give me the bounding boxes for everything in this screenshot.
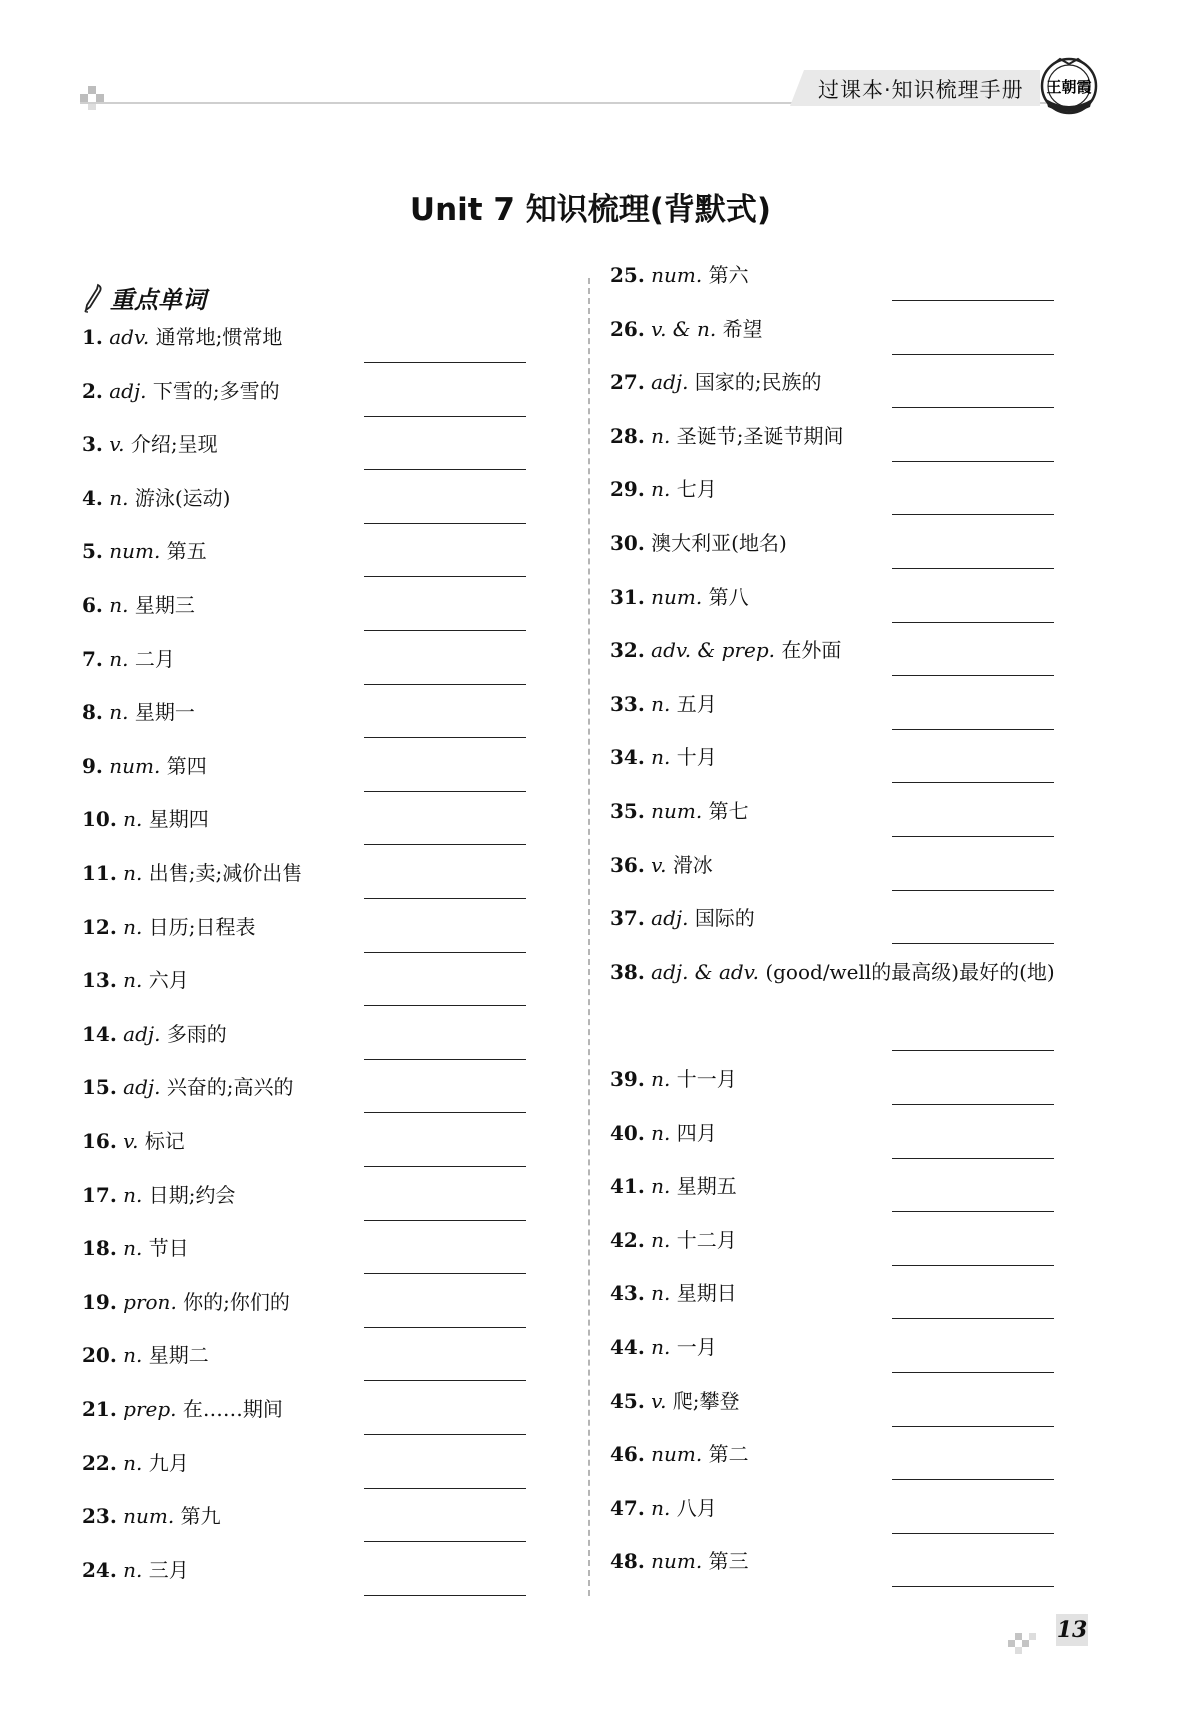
item-number: 38. xyxy=(610,959,645,984)
chinese-meaning: 第二 xyxy=(708,1442,749,1467)
chinese-meaning: 二月 xyxy=(134,646,175,671)
answer-blank[interactable] xyxy=(364,737,526,738)
vocab-item xyxy=(610,1064,737,1094)
answer-blank[interactable] xyxy=(892,568,1054,569)
answer-blank[interactable] xyxy=(364,1220,526,1221)
item-number: 42. xyxy=(610,1227,645,1252)
part-of-speech: num. xyxy=(651,799,703,823)
chinese-meaning: 星期三 xyxy=(134,593,195,617)
answer-blank[interactable] xyxy=(364,630,526,631)
answer-blank[interactable] xyxy=(364,1541,526,1542)
answer-blank[interactable] xyxy=(892,1426,1054,1427)
item-number: 10. xyxy=(82,807,117,832)
vocab-item xyxy=(610,850,713,880)
item-number: 40. xyxy=(610,1120,645,1145)
vocab-item xyxy=(82,644,175,674)
chinese-meaning: 下雪的;多雪的 xyxy=(152,378,280,403)
chinese-meaning: 滑冰 xyxy=(672,852,713,877)
answer-blank[interactable] xyxy=(892,1372,1054,1373)
answer-blank[interactable] xyxy=(364,952,526,953)
item-number: 5. xyxy=(82,539,103,564)
answer-blank[interactable] xyxy=(364,898,526,899)
part-of-speech: v. xyxy=(123,1129,139,1153)
chinese-meaning: 介绍;呈现 xyxy=(130,432,218,457)
part-of-speech: n. xyxy=(109,485,129,510)
part-of-speech: n. xyxy=(651,1067,671,1091)
item-number: 44. xyxy=(610,1335,645,1359)
part-of-speech: num. xyxy=(123,1504,175,1529)
vocab-item xyxy=(610,314,763,344)
answer-blank[interactable] xyxy=(364,362,526,363)
answer-blank[interactable] xyxy=(892,1104,1054,1105)
vocab-item xyxy=(82,1072,294,1102)
svg-text:王朝霞: 王朝霞 xyxy=(1046,78,1092,96)
part-of-speech: n. xyxy=(651,1495,671,1520)
answer-blank[interactable] xyxy=(892,1211,1054,1212)
chinese-meaning: 游泳(运动) xyxy=(134,485,231,510)
answer-blank[interactable] xyxy=(364,1434,526,1435)
vocab-item xyxy=(610,1278,737,1308)
item-number: 26. xyxy=(610,316,645,341)
item-number: 12. xyxy=(82,914,117,939)
item-number: 32. xyxy=(610,638,645,663)
part-of-speech: pron. xyxy=(123,1289,177,1314)
section-heading xyxy=(82,280,206,315)
part-of-speech: n. xyxy=(651,477,671,502)
item-number: 16. xyxy=(82,1129,117,1153)
item-number: 8. xyxy=(82,700,103,725)
item-number: 1. xyxy=(82,325,103,349)
item-number: 17. xyxy=(82,1182,117,1207)
part-of-speech: adj. xyxy=(123,1075,161,1100)
chinese-meaning: 一月 xyxy=(676,1335,717,1359)
vocab-item xyxy=(82,965,189,995)
chinese-meaning: 星期一 xyxy=(134,700,195,725)
item-number: 28. xyxy=(610,423,645,448)
chinese-meaning: 九月 xyxy=(148,1450,189,1475)
part-of-speech: adj. xyxy=(109,378,147,403)
chinese-meaning: 第五 xyxy=(166,539,207,564)
answer-blank[interactable] xyxy=(364,576,526,577)
vocab-item xyxy=(82,1555,189,1585)
vocab-item xyxy=(82,429,218,459)
chinese-meaning: 希望 xyxy=(722,316,763,341)
vocab-item xyxy=(82,751,207,781)
vocab-item xyxy=(610,742,717,772)
item-number: 19. xyxy=(82,1289,117,1314)
chinese-meaning: 八月 xyxy=(676,1495,717,1520)
answer-blank[interactable] xyxy=(364,523,526,524)
answer-blank[interactable] xyxy=(364,791,526,792)
answer-blank[interactable] xyxy=(892,1050,1054,1051)
part-of-speech: v. xyxy=(651,1388,667,1413)
vocab-item xyxy=(82,376,280,406)
answer-blank[interactable] xyxy=(892,622,1054,623)
answer-blank[interactable] xyxy=(364,1595,526,1596)
part-of-speech: n. xyxy=(109,700,129,725)
answer-blank[interactable] xyxy=(892,1586,1054,1587)
chinese-meaning: (good/well的最高级)最好的(地) xyxy=(765,959,1055,984)
vocab-item xyxy=(610,635,841,665)
item-number: 31. xyxy=(610,584,645,609)
chinese-meaning: 星期五 xyxy=(676,1174,737,1199)
item-number: 24. xyxy=(82,1557,117,1582)
item-number: 37. xyxy=(610,906,645,931)
item-number: 11. xyxy=(82,861,117,885)
part-of-speech: num. xyxy=(109,753,161,778)
item-number: 14. xyxy=(82,1021,117,1046)
chinese-meaning: 四月 xyxy=(676,1120,717,1145)
answer-blank[interactable] xyxy=(364,416,526,417)
chinese-meaning: 十月 xyxy=(676,745,717,770)
item-number: 9. xyxy=(82,753,103,778)
part-of-speech: num. xyxy=(651,584,703,609)
part-of-speech: n. xyxy=(651,1120,671,1145)
item-number: 20. xyxy=(82,1343,117,1368)
answer-blank[interactable] xyxy=(364,469,526,470)
chinese-meaning: 七月 xyxy=(676,477,717,502)
item-number: 7. xyxy=(82,646,103,671)
chinese-meaning: 第九 xyxy=(180,1504,221,1529)
part-of-speech: prep. xyxy=(123,1397,177,1421)
vocab-item xyxy=(82,1126,185,1156)
item-number: 2. xyxy=(82,378,103,403)
part-of-speech: adj. xyxy=(651,370,689,395)
part-of-speech: n. xyxy=(109,646,129,671)
answer-blank[interactable] xyxy=(364,1273,526,1274)
vocab-item xyxy=(82,1394,283,1424)
chinese-meaning: 第六 xyxy=(708,263,749,287)
pen-icon xyxy=(82,283,104,313)
item-number: 3. xyxy=(82,432,103,457)
item-number: 46. xyxy=(610,1442,645,1467)
vocab-item xyxy=(610,1118,717,1148)
page-title: Unit 7 知识梳理(背默式) xyxy=(409,192,772,228)
answer-blank[interactable] xyxy=(892,514,1054,515)
vocab-item xyxy=(610,957,1055,987)
vocab-item xyxy=(82,536,207,566)
part-of-speech: v. & n. xyxy=(651,316,717,341)
vocab-item xyxy=(610,582,749,612)
part-of-speech: n. xyxy=(651,423,671,448)
part-of-speech: n. xyxy=(651,1174,671,1199)
answer-blank[interactable] xyxy=(892,461,1054,462)
vocab-item xyxy=(82,1448,189,1478)
part-of-speech: n. xyxy=(123,914,143,939)
chinese-meaning: 标记 xyxy=(144,1129,185,1153)
answer-blank[interactable] xyxy=(892,1318,1054,1319)
answer-blank[interactable] xyxy=(364,1488,526,1489)
part-of-speech: n. xyxy=(651,691,671,716)
answer-blank[interactable] xyxy=(364,684,526,685)
part-of-speech: adj. xyxy=(651,906,689,931)
part-of-speech: n. xyxy=(123,968,143,993)
answer-blank[interactable] xyxy=(892,1479,1054,1480)
chinese-meaning: 第八 xyxy=(708,584,749,609)
vocab-item xyxy=(82,697,195,727)
answer-blank[interactable] xyxy=(892,1158,1054,1159)
item-number: 4. xyxy=(82,485,103,510)
chinese-meaning: 星期四 xyxy=(148,807,209,832)
answer-blank[interactable] xyxy=(892,675,1054,676)
item-number: 18. xyxy=(82,1236,117,1261)
chinese-meaning: 十一月 xyxy=(676,1067,737,1091)
chinese-meaning: 圣诞节;圣诞节期间 xyxy=(676,423,844,448)
vocab-item xyxy=(82,590,195,620)
chinese-meaning: 六月 xyxy=(148,968,189,993)
vocab-item xyxy=(82,322,282,352)
vocab-item xyxy=(610,528,787,558)
chinese-meaning: 兴奋的;高兴的 xyxy=(166,1075,294,1100)
vocab-item xyxy=(610,903,755,933)
section-label: 重点单词 xyxy=(110,286,206,314)
answer-blank[interactable] xyxy=(892,1265,1054,1266)
part-of-speech: adv. & prep. xyxy=(651,638,776,663)
answer-blank[interactable] xyxy=(364,1059,526,1060)
part-of-speech: n. xyxy=(109,593,129,617)
item-number: 21. xyxy=(82,1397,117,1421)
vocab-item xyxy=(610,1171,737,1201)
answer-blank[interactable] xyxy=(364,1005,526,1006)
item-number: 29. xyxy=(610,477,645,502)
answer-blank[interactable] xyxy=(892,890,1054,891)
chinese-meaning: 你的;你们的 xyxy=(183,1289,290,1314)
page-number: 13 xyxy=(1056,1614,1088,1646)
part-of-speech: n. xyxy=(123,861,143,885)
item-number: 6. xyxy=(82,593,103,617)
vocab-item xyxy=(610,1332,717,1362)
item-number: 30. xyxy=(610,531,645,555)
answer-blank[interactable] xyxy=(892,354,1054,355)
chinese-meaning: 通常地;惯常地 xyxy=(155,325,283,349)
part-of-speech: v. xyxy=(651,852,667,877)
chinese-meaning: 三月 xyxy=(148,1557,189,1582)
item-number: 25. xyxy=(610,263,645,287)
item-number: 13. xyxy=(82,968,117,993)
vocab-item xyxy=(82,483,230,513)
part-of-speech: adj. xyxy=(123,1021,161,1046)
vocab-item xyxy=(610,1225,737,1255)
chinese-meaning: 第七 xyxy=(708,799,749,823)
vocab-item xyxy=(82,1019,227,1049)
chinese-meaning: 星期二 xyxy=(148,1343,209,1368)
vocab-item xyxy=(82,1501,221,1531)
vocab-item xyxy=(82,1340,209,1370)
answer-blank[interactable] xyxy=(892,300,1054,301)
part-of-speech: num. xyxy=(651,1442,703,1467)
brand-logo-icon xyxy=(1038,55,1100,117)
part-of-speech: n. xyxy=(651,1281,671,1306)
part-of-speech: adv. xyxy=(109,325,150,349)
chinese-meaning: 国家的;民族的 xyxy=(694,370,822,395)
part-of-speech: n. xyxy=(651,1227,671,1252)
item-number: 27. xyxy=(610,370,645,395)
answer-blank[interactable] xyxy=(892,836,1054,837)
chinese-meaning: 星期日 xyxy=(676,1281,737,1306)
item-number: 43. xyxy=(610,1281,645,1306)
chinese-meaning: 五月 xyxy=(676,691,717,716)
part-of-speech: n. xyxy=(123,1182,143,1207)
part-of-speech: n. xyxy=(123,1450,143,1475)
item-number: 35. xyxy=(610,799,645,823)
part-of-speech: n. xyxy=(123,1343,143,1368)
item-number: 45. xyxy=(610,1388,645,1413)
part-of-speech: num. xyxy=(651,1549,703,1574)
chinese-meaning: 节日 xyxy=(148,1236,189,1261)
chinese-meaning: 第三 xyxy=(708,1549,749,1574)
part-of-speech: n. xyxy=(651,745,671,770)
item-number: 23. xyxy=(82,1504,117,1529)
vocab-item xyxy=(82,912,256,942)
part-of-speech: v. xyxy=(109,432,125,457)
item-number: 48. xyxy=(610,1549,645,1574)
vocab-item xyxy=(82,1287,290,1317)
item-number: 39. xyxy=(610,1067,645,1091)
item-number: 47. xyxy=(610,1495,645,1520)
part-of-speech: num. xyxy=(109,539,161,564)
vocab-item xyxy=(82,1180,236,1210)
chinese-meaning: 爬;攀登 xyxy=(672,1388,740,1413)
answer-blank[interactable] xyxy=(364,844,526,845)
part-of-speech: n. xyxy=(123,807,143,832)
vocab-item xyxy=(82,858,302,888)
chinese-meaning: 十二月 xyxy=(676,1227,737,1252)
chinese-meaning: 在……期间 xyxy=(182,1397,283,1421)
vocab-item xyxy=(610,367,822,397)
chinese-meaning: 澳大利亚(地名) xyxy=(651,531,787,555)
vocab-item xyxy=(610,1386,740,1416)
chinese-meaning: 多雨的 xyxy=(166,1021,227,1046)
answer-blank[interactable] xyxy=(892,782,1054,783)
chinese-meaning: 第四 xyxy=(166,753,207,778)
answer-blank[interactable] xyxy=(364,1380,526,1381)
answer-blank[interactable] xyxy=(892,1533,1054,1534)
part-of-speech: n. xyxy=(123,1557,143,1582)
vocab-item xyxy=(82,1233,189,1263)
answer-blank[interactable] xyxy=(892,407,1054,408)
column-divider xyxy=(588,278,590,1596)
answer-blank[interactable] xyxy=(364,1327,526,1328)
vocab-item xyxy=(610,474,717,504)
vocab-item xyxy=(82,804,209,834)
item-number: 22. xyxy=(82,1450,117,1475)
header-title: 过课本·知识梳理手册 xyxy=(818,78,1024,102)
answer-blank[interactable] xyxy=(364,1112,526,1113)
chinese-meaning: 国际的 xyxy=(694,906,755,931)
item-number: 34. xyxy=(610,745,645,770)
part-of-speech: n. xyxy=(651,1335,671,1359)
answer-blank[interactable] xyxy=(364,1166,526,1167)
answer-blank[interactable] xyxy=(892,943,1054,944)
answer-blank[interactable] xyxy=(892,729,1054,730)
item-number: 33. xyxy=(610,691,645,716)
vocab-item xyxy=(610,689,717,719)
part-of-speech: n. xyxy=(123,1236,143,1261)
item-number: 15. xyxy=(82,1075,117,1100)
vocab-item xyxy=(610,1493,717,1523)
chinese-meaning: 在外面 xyxy=(781,638,842,663)
chinese-meaning: 日历;日程表 xyxy=(148,914,256,939)
vocab-item xyxy=(610,796,749,826)
chinese-meaning: 日期;约会 xyxy=(148,1182,236,1207)
chinese-meaning: 出售;卖;减价出售 xyxy=(148,861,303,885)
vocab-item xyxy=(610,1546,749,1576)
vocab-item xyxy=(610,1439,749,1469)
part-of-speech: adj. & adv. xyxy=(651,959,759,984)
part-of-speech: num. xyxy=(651,263,703,287)
item-number: 36. xyxy=(610,852,645,877)
item-number: 41. xyxy=(610,1174,645,1199)
vocab-item xyxy=(610,421,844,451)
vocab-item xyxy=(610,260,749,290)
